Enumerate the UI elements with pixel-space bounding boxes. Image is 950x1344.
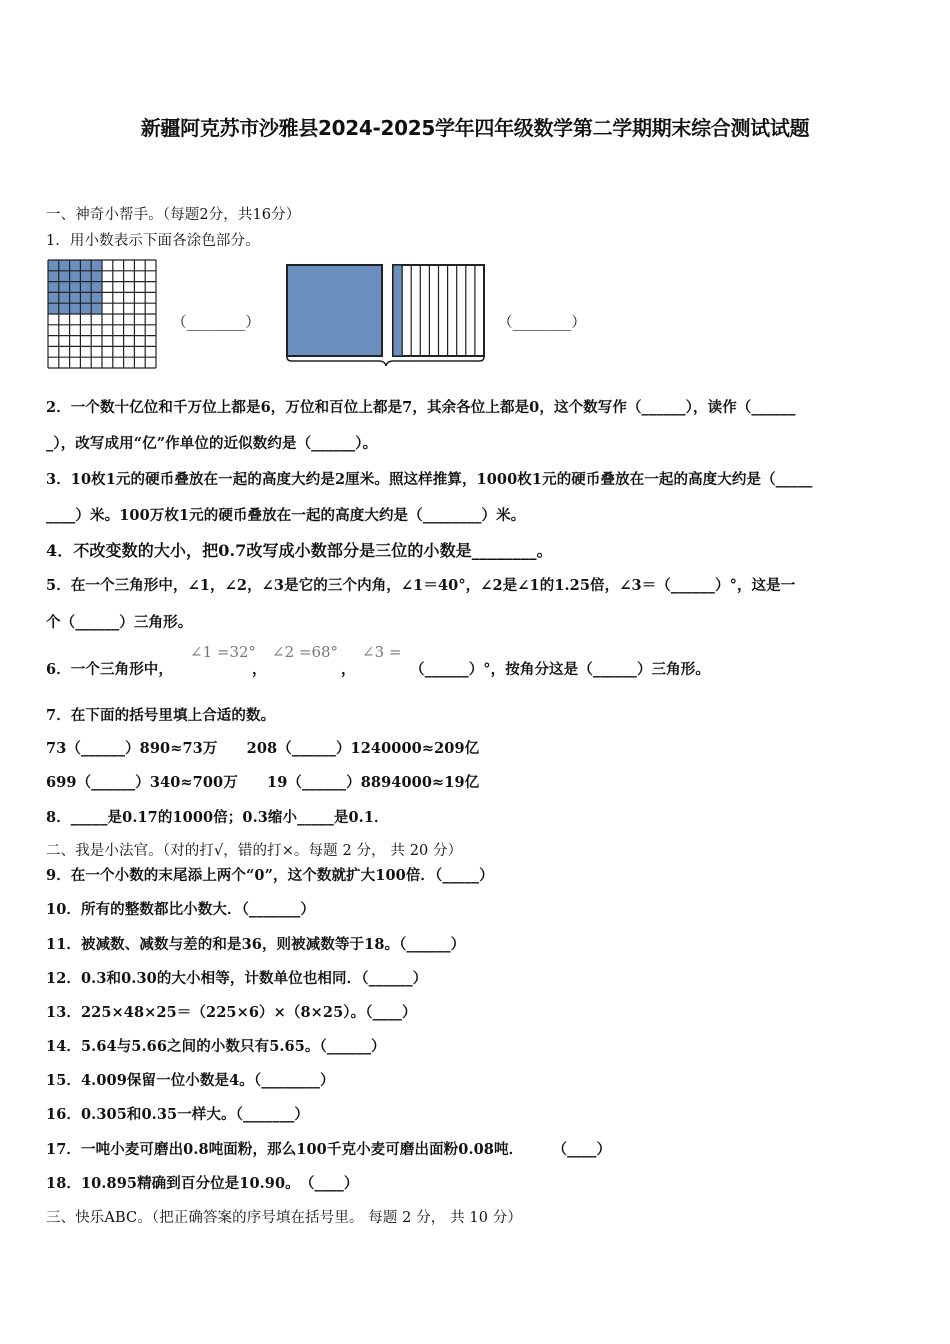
q6-comma-1: ， [252, 661, 267, 678]
q6-comma-2: ， [341, 661, 356, 678]
question-5-line-1: 5．在一个三角形中，∠1，∠2，∠3是它的三个内角，∠1＝40°，∠2是∠1的1.25倍，∠3＝（______）°，这是一 [46, 577, 796, 594]
question-7: 7．在下面的括号里填上合适的数。 [46, 707, 276, 724]
grid-shaded-area [48, 260, 102, 314]
q1-blank-a[interactable]: （________） [172, 315, 260, 331]
angle-1-value: ∠1 =32° [190, 643, 257, 661]
question-16: 16．0.305和0.35一样大。（_______） [46, 1106, 309, 1123]
brace [287, 357, 484, 366]
angle-3-value: ∠3 = [362, 643, 402, 661]
grid-figure [46, 259, 160, 369]
question-18: 18．10.895精确到百分位是10.90。 （____） [46, 1175, 359, 1192]
page-title: 新疆阿克苏市沙雅县2024-2025学年四年级数学第二学期期末综合测试试题 [140, 116, 810, 140]
question-5-line-2: 个（______）三角形。 [46, 614, 193, 631]
q1-blank-b[interactable]: （________） [498, 315, 586, 331]
question-2-line-1: 2．一个数十亿位和千万位上都是6，万位和百位上都是7，其余各位上都是0，这个数写作（______），读作（______ [46, 399, 796, 416]
question-6-prefix: 6．一个三角形中， [46, 661, 173, 678]
question-3-line-2: ____）米。100万枚1元的硬币叠放在一起的高度大约是（________）米。 [46, 507, 526, 524]
tenths-shaded-strip [393, 265, 402, 356]
question-9: 9．在一个小数的末尾添上两个“0”，这个数就扩大100倍．（_____） [46, 867, 494, 884]
question-1: 1．用小数表示下面各涂色部分。 [46, 233, 260, 249]
question-7-row-2: 699（______）340≈700万 19（______）8894000≈19亿 [46, 774, 480, 791]
question-11: 11．被减数、减数与差的和是36，则被减数等于18。（______） [46, 936, 466, 953]
decimal-square-figure [284, 262, 490, 366]
whole-shaded-square [287, 265, 382, 356]
question-4: 4．不改变数的大小，把0.7改写成小数部分是三位的小数是________。 [46, 541, 553, 560]
question-13: 13．225×48×25＝（225×6）×（8×25）。（____） [46, 1004, 417, 1021]
section-3-heading: 三、快乐ABC。（把正确答案的序号填在括号里。 每题 2 分， 共 10 分） [46, 1210, 522, 1226]
section-1-heading: 一、神奇小帮手。（每题2分，共16分） [46, 207, 301, 223]
question-8: 8．_____是0.17的1000倍；0.3缩小_____是0.1． [46, 809, 389, 826]
section-2-heading: 二、我是小法官。（对的打√，错的打×。每题 2 分， 共 20 分） [46, 843, 463, 859]
question-2-line-2: _），改写成用“亿”作单位的近似数约是（______）。 [46, 435, 378, 452]
question-15: 15．4.009保留一位小数是4。（________） [46, 1072, 335, 1089]
question-3-line-1: 3．10枚1元的硬币叠放在一起的高度大约是2厘米。照这样推算，1000枚1元的硬币叠放在一起的高度大约是（_____ [46, 471, 813, 488]
question-6-suffix: （______）°，按角分这是（______）三角形。 [410, 661, 710, 678]
question-10: 10．所有的整数都比小数大．（_______） [46, 901, 315, 918]
question-17: 17．一吨小麦可磨出0.8吨面粉，那么100千克小麦可磨出面粉0.08吨． （____） [46, 1141, 612, 1158]
question-12: 12．0.3和0.30的大小相等，计数单位也相同．（______） [46, 970, 428, 987]
angle-2-value: ∠2 =68° [272, 643, 339, 661]
question-7-row-1: 73（______）890≈73万 208（______）1240000≈209亿 [46, 740, 480, 757]
question-14: 14．5.64与5.66之间的小数只有5.65。（______） [46, 1038, 386, 1055]
